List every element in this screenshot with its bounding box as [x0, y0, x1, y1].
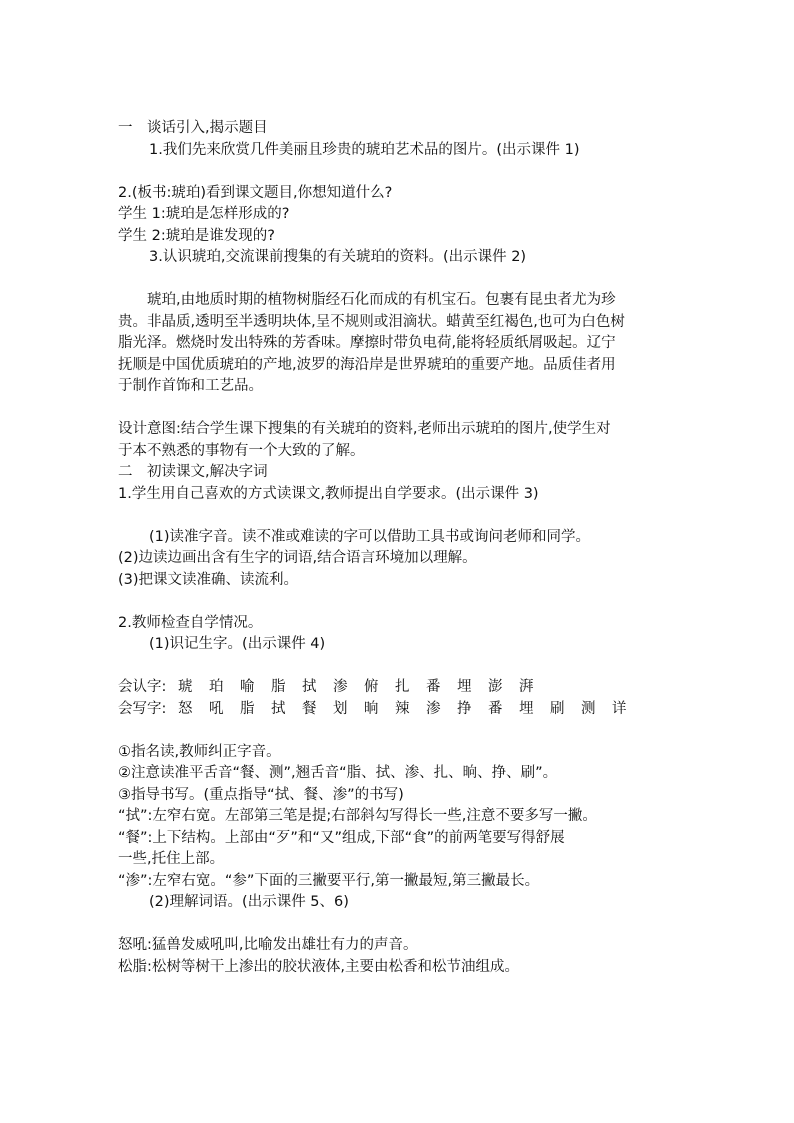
point-1: ①指名读,教师纠正字音。: [118, 743, 281, 760]
design-intent-line: 于本不熟悉的事物有一个大致的了解。: [118, 442, 365, 459]
write-label: 会写字:: [118, 700, 167, 717]
char: 埋: [457, 679, 472, 695]
char: 扎: [395, 679, 410, 695]
char: 怒: [178, 700, 193, 717]
char: 拭: [271, 700, 286, 717]
char: 餐: [302, 700, 317, 717]
word-definition-2: 松脂:松树等树干上渗出的胶状液体,主要由松香和松节油组成。: [118, 958, 519, 975]
section1-heading: 一 谈话引入,揭示题目: [118, 120, 268, 136]
section2-heading: 二 初读课文,解决字词: [118, 464, 268, 480]
student-answer-1: 学生 1:琥珀是怎样形成的?: [118, 206, 290, 222]
char: 喻: [240, 679, 255, 695]
char: 湃: [519, 679, 534, 695]
char: 详: [612, 700, 627, 717]
s2-sub1: (1)识记生字。(出示课件 4): [149, 636, 326, 652]
char: 澎: [488, 679, 503, 695]
requirement-1: (1)读准字音。读不准或难读的字可以借助工具书或询问老师和同学。: [149, 528, 591, 545]
amber-paragraph-line: 于制作首饰和工艺品。: [118, 378, 263, 394]
char: 渗: [333, 679, 348, 695]
student-answer-2: 学生 2:琥珀是谁发现的?: [118, 227, 275, 244]
s1-item3: 3.认识琥珀,交流课前搜集的有关琥珀的资料。(出示课件 2): [149, 249, 527, 265]
amber-paragraph-line: 抚顺是中国优质琥珀的产地,波罗的海沿岸是世界琥珀的重要产地。品质佳者用: [118, 356, 616, 373]
char: 挣: [457, 700, 472, 717]
char: 渗: [426, 700, 441, 717]
char: 脂: [240, 700, 255, 717]
char: 俯: [364, 679, 379, 695]
amber-paragraph-line: 琥珀,由地质时期的植物树脂经石化而成的有机宝石。包裹有昆虫者尤为珍: [118, 292, 616, 308]
amber-paragraph-line: 贵。非晶质,透明至半透明块体,呈不规则或泪滴状。蜡黄至红褐色,也可为白色树: [118, 313, 625, 330]
s1-item2: 2.(板书:琥珀)看到课文题目,你想知道什么?: [118, 184, 393, 201]
char: 埋: [519, 700, 534, 717]
point-3: ③指导书写。(重点指导“拭、餐、渗”的书写): [118, 786, 404, 803]
char: 晌: [364, 700, 379, 717]
guide-shi: “拭”:左窄右宽。左部第三笔是提;右部斜勾写得长一些,注意不要多写一撇。: [118, 808, 597, 824]
requirement-2: (2)边读边画出含有生字的词语,结合语言环境加以理解。: [118, 550, 477, 566]
s1-item1: 1.我们先来欣赏几件美丽且珍贵的琥珀艺术品的图片。(出示课件 1): [149, 141, 580, 158]
char: 划: [333, 700, 348, 717]
char: 番: [488, 700, 503, 717]
char: 珀: [209, 679, 224, 695]
char: 拭: [302, 679, 317, 695]
write-chars-row: [118, 699, 678, 721]
recognize-label: 会认字:: [118, 679, 167, 695]
char: 辣: [395, 700, 410, 717]
requirement-3: (3)把课文读准确、读流利。: [118, 571, 299, 588]
design-intent-line: 设计意图:结合学生课下搜集的有关琥珀的资料,老师出示琥珀的图片,使学生对: [118, 421, 611, 437]
s2-item1: 1.学生用自己喜欢的方式读课文,教师提出自学要求。(出示课件 3): [118, 485, 539, 502]
guide-shen: “渗”:左窄右宽。“参”下面的三撇要平行,第一撇最短,第三撇最长。: [118, 872, 540, 889]
amber-paragraph-line: 脂光泽。燃烧时发出特殊的芳香味。摩擦时带负电荷,能将轻质纸屑吸起。辽宁: [118, 335, 616, 351]
char: 番: [426, 679, 441, 695]
s2-sub2: (2)理解词语。(出示课件 5、6): [149, 894, 349, 910]
word-definition-1: 怒吼:猛兽发威吼叫,比喻发出雄壮有力的声音。: [118, 937, 418, 953]
char: 脂: [271, 679, 286, 695]
char: 刷: [550, 700, 565, 717]
s2-item2: 2.教师检查自学情况。: [118, 614, 263, 631]
point-2: ②注意读准平舌音“餐、测”,翘舌音“脂、拭、渗、扎、晌、挣、刷”。: [118, 765, 558, 781]
guide-can-line: 一些,托住上部。: [118, 851, 225, 867]
char: 吼: [209, 700, 224, 717]
char: 琥: [178, 679, 193, 695]
guide-can-line: “餐”:上下结构。上部由“歹”和“又”组成,下部“食”的前两笔要写得舒展: [118, 829, 565, 846]
document-page: [118, 118, 678, 978]
char: 测: [581, 700, 596, 717]
recognize-chars-row: [118, 677, 678, 699]
